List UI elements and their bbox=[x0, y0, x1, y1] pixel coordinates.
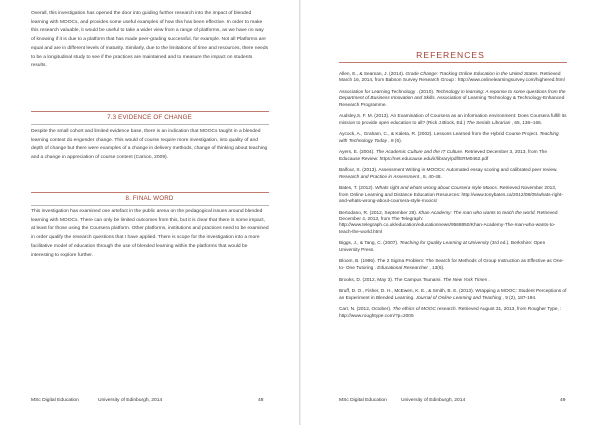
reference-entry bbox=[339, 168, 567, 181]
reference-text: Carr, N. (2012, October). bbox=[339, 307, 393, 313]
reference-text: Retrieved December 4, 2013, from The Telegraph: http://www.telegraph.co.uk/education/educationnews/9568850/Khan-Academy-The-man-who-wants-to-teach-the-world.html bbox=[339, 210, 558, 235]
footer-program: MSc Digital Education bbox=[31, 398, 79, 403]
paragraph-text: Overall, this investigation has opened the door into guiding further research into the impact of blended learning with MOOCs, and provides some useful examples of how this has been effective. In order to make this research valuable, it would be useful to take a wider view from a range of platforms, as we have no way of knowing if it is due to a platform that has made peer-grading successful, for example. Not all Platforms are equal and are in different levels of maturity. Similarly, due to the limitations of time and resources, there needs to be a longitudinal study to see if the practices are maintained and to measure the impact on students results. bbox=[31, 11, 269, 69]
references-title: REFERENCES bbox=[416, 50, 485, 60]
reference-title-italic: Educational Researcher bbox=[377, 265, 428, 271]
reference-entry bbox=[339, 289, 567, 302]
reference-text: Balfour, S. (2013). Assessment Writing in MOOCs: Automated essay scoring and calibrated peer review. bbox=[339, 168, 558, 174]
footer-university: University of Edinburgh, 2014 bbox=[98, 398, 163, 403]
reference-entry bbox=[339, 186, 567, 205]
reference-title-italic: The Academic Culture and the IT Culture. bbox=[375, 150, 464, 156]
heading-rule-top bbox=[31, 192, 269, 193]
reference-text: Ayers, E. (2004). bbox=[339, 150, 376, 156]
paragraph-text: Despite the small cohort and limited evidence base, there is an indication that MOOCs taught in a blended learning context do engender change. This would of course require more investigation, into quality of and depth of change but there were examples of a change in delivery methods, change of thinking about teaching and a change in appreciation of course content (Carson, 2009). bbox=[31, 129, 268, 161]
footer-page-number: 49 bbox=[560, 398, 566, 403]
reference-title-italic: Journal of Online Learning and Teaching bbox=[415, 295, 502, 301]
reference-entry bbox=[339, 278, 567, 284]
reference-text: Association for Learning Technology . (2010). bbox=[339, 90, 436, 96]
reference-title-italic: Research and Practice in Assessment bbox=[339, 174, 420, 180]
paragraph-text: This investigation has examined one artefact in the public arena on the pedagogical issues around blended learning with MOOCs. There can only be limited outcomes from this, but it is clear that there is some impact, at least for those using the Coursera platform. Other platforms, institutions and practices need to be examined in order qualify the research questions that I have applied. There is scope for the investigation into a more facilitative model of education through the use of blended learning within the platforms that would be interesting to explore further. bbox=[31, 209, 269, 258]
reference-title-italic: Technology in learning: A reponse to some questions from the Department of Business Innovation and Skills. bbox=[339, 90, 566, 102]
reference-entry bbox=[339, 241, 567, 254]
reference-text: Bates, T. (2012). bbox=[339, 186, 376, 192]
section-heading-evidence-of-change: 7.3 EVIDENCE OF CHANGE bbox=[107, 114, 192, 121]
reference-text: , 8 (6). bbox=[386, 138, 403, 144]
reference-text: Retrieved August 31, 2013, from Rougher Type, : http://www.roughtype.com/?p=2005 bbox=[339, 307, 562, 319]
section-heading-final-word: 8. FINAL WORD bbox=[125, 195, 174, 202]
reference-text: (3rd ed.). Berkshire: Open University Press. bbox=[339, 241, 546, 253]
conclusion-paragraph bbox=[31, 10, 269, 71]
reference-text: Bertodano, R. (2012, September 28). bbox=[339, 210, 419, 216]
reference-entry bbox=[339, 259, 567, 272]
reference-text: Retrieved December 3, 2013, from The Educause Review: https://net.educause.edu/ir/library/pdf/ERM0462.pdf bbox=[339, 150, 547, 162]
reference-title-italic: Whats right and whats wrong about Coursera style Moocs. bbox=[375, 186, 499, 192]
reference-text: Bloom, B. (1996). The 2 Sigma Problem: The Search for Methods of Group Instruction as Effective as One-to- One Tutoring . bbox=[339, 259, 564, 271]
reference-text: Biggs, J., & Tang, C. (2007). bbox=[339, 241, 400, 247]
footer-page-number: 48 bbox=[258, 398, 264, 403]
reference-entry bbox=[339, 72, 567, 85]
reference-title-italic: The New York Times bbox=[443, 277, 488, 283]
heading-rule-bottom bbox=[31, 124, 269, 125]
reference-text: , 13(6). bbox=[428, 265, 445, 271]
reference-text: , 8, 40-48. bbox=[419, 174, 442, 180]
reference-text: Aycock, A., Graham, C., & Kaleta, R. (2002). Lessons Learned from the Hybrid Course Project. bbox=[339, 132, 540, 138]
right-page bbox=[301, 0, 600, 425]
reference-text: Audsley,S. F. M. (2013). An Examination of Coursera as an information environment: Does Coursera fulfill its mission to provide open education to all? (Rick J.Block, Ed.) bbox=[339, 114, 567, 126]
reference-text: Association of Learning Technology & Technology-Enhanced Research Programme. bbox=[339, 96, 565, 108]
reference-list bbox=[339, 72, 567, 325]
reference-entry bbox=[339, 114, 567, 127]
reference-text: Retrieved March 16, 2014, from Babson Survey Research Group : http://www.onlinelearningsurvey.com/highered.html bbox=[339, 72, 565, 84]
final-word-paragraph bbox=[31, 208, 269, 260]
reference-text: Brooks, D. (2012, May 3). The Campus Tsunami. bbox=[339, 277, 444, 283]
reference-entry bbox=[339, 211, 567, 236]
reference-entry bbox=[339, 132, 567, 145]
left-page bbox=[0, 0, 299, 425]
reference-title-italic: The ethics of MOOC research. bbox=[392, 307, 458, 313]
reference-entry bbox=[339, 150, 567, 163]
reference-title-italic: The Serials Librarian bbox=[466, 120, 511, 126]
heading-rule-bottom bbox=[31, 205, 269, 206]
title-rule bbox=[339, 62, 567, 63]
reference-title-italic: Teaching with Technology Today bbox=[339, 132, 559, 144]
reference-text: . bbox=[487, 277, 490, 283]
reference-text: Retrieved November 2013, from Online Learning and Distance Education Resources: http://www.tonybates.ca/2012/08/05/whats-right-and-whats-wrong-about-coursera-style-moocs/ bbox=[339, 186, 563, 205]
heading-rule-top bbox=[31, 111, 269, 112]
reference-title-italic: Grade Change: Tracking Online Education in the United States. bbox=[405, 72, 539, 77]
reference-title-italic: Khan Academy: The man who wants to teach the world. bbox=[418, 210, 536, 216]
reference-text: Allen, E., & Seaman, J. (2014). bbox=[339, 72, 406, 77]
reference-text: Bruff, D. O., Fisher, D. H., McEwen, K. E., & Smith, B. E. (2013). Wrapping a MOOC: Student Perceptions of an Experiment in Blended Learning. bbox=[339, 289, 567, 301]
footer-program: MSc Digital Education bbox=[339, 398, 387, 403]
reference-entry bbox=[339, 90, 567, 109]
footer-university: University of Edinburgh, 2014 bbox=[401, 398, 466, 403]
reference-title-italic: Teaching for Quality Learning at University bbox=[399, 241, 489, 247]
reference-entry bbox=[339, 307, 567, 320]
reference-text: , 65, 136–166. bbox=[510, 120, 543, 126]
evidence-paragraph bbox=[31, 128, 269, 163]
reference-text: , 9 (2), 187-194. bbox=[501, 295, 537, 301]
